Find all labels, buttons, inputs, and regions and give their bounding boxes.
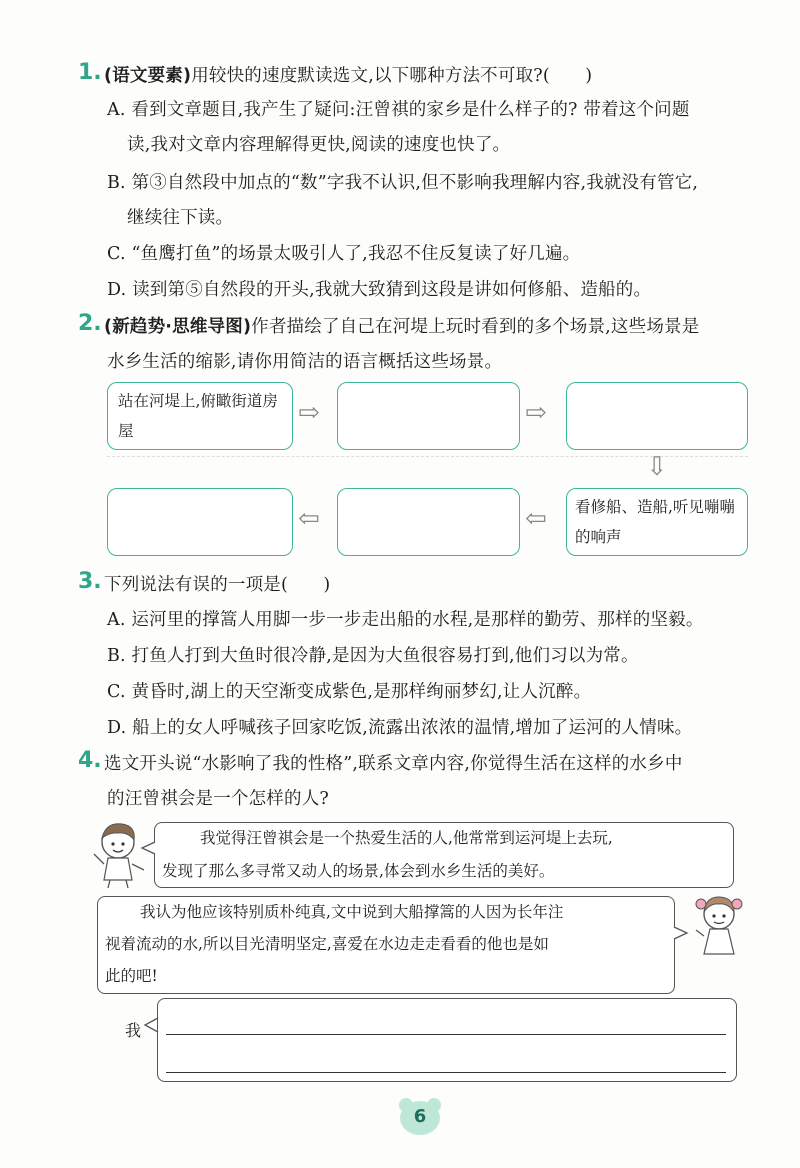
q1-option-a-line2: 读,我对文章内容理解得更快,阅读的速度也快了。 [127, 135, 511, 155]
bubble-2-line-2: 视着流动的水,所以目光清明坚定,喜爱在水边走走看看的他也是如 [105, 935, 549, 953]
q4-stem-line1: 选文开头说“水影响了我的性格”,联系文章内容,你觉得生活在这样的水乡中 [104, 754, 683, 774]
arrow-right-2: ⇨ [525, 398, 547, 428]
q3-number: 3. [78, 569, 102, 594]
bubble-1-line-1: 我觉得汪曾祺会是一个热爱生活的人,他常常到运河堤上去玩, [200, 829, 613, 847]
q1-stem-text: 用较快的速度默读选文,以下哪种方法不可取?( ) [191, 66, 593, 86]
arrow-right-1: ⇨ [298, 398, 320, 428]
arrow-left-2: ⇦ [525, 504, 547, 534]
mindmap-box-6 [566, 488, 748, 556]
mindmap-box-3-answer[interactable] [566, 382, 748, 450]
q1-option-d: D. 读到第⑤自然段的开头,我就大致猜到这段是讲如何修船、造船的。 [107, 280, 652, 300]
bubble-1-tail [140, 840, 156, 856]
q3-stem: 下列说法有误的一项是( ) [104, 575, 331, 595]
mindmap-box-1 [107, 382, 293, 450]
bubble-1-line-2: 发现了那么多寻常又动人的场景,体会到水乡生活的美好。 [162, 862, 555, 880]
q1-tag: (语文要素) [104, 66, 192, 86]
answer-label: 我 [125, 1021, 142, 1040]
bubble-2-tail [673, 925, 689, 941]
q1-option-b-line2: 继续往下读。 [127, 208, 234, 228]
q4-number: 4. [78, 748, 102, 773]
q1-option-c: C. “鱼鹰打鱼”的场景太吸引人了,我忍不住反复读了好几遍。 [107, 244, 581, 264]
mindmap-box-2-answer[interactable] [337, 382, 520, 450]
q3-option-c: C. 黄昏时,湖上的天空渐变成紫色,是那样绚丽梦幻,让人沉醉。 [107, 682, 592, 702]
q1-number: 1. [78, 60, 102, 85]
bubble-2-line-1: 我认为他应该特别质朴纯真,文中说到大船撑篙的人因为长年注 [140, 903, 564, 921]
mindmap-box-4-answer[interactable] [337, 488, 520, 556]
arrow-left-1: ⇦ [298, 504, 320, 534]
q2-stem-line2: 水乡生活的缩影,请你用简洁的语言概括这些场景。 [107, 352, 503, 372]
answer-line-2[interactable] [166, 1072, 726, 1073]
q2-tag: (新趋势·思维导图) [104, 317, 252, 337]
q4-stem-line2: 的汪曾祺会是一个怎样的人? [107, 789, 329, 809]
mindmap-box-5-answer[interactable] [107, 488, 293, 556]
q2-stem-text: 作者描绘了自己在河堤上玩时看到的多个场景,这些场景是 [251, 317, 700, 337]
page-number: 6 [413, 1106, 427, 1127]
q1-stem [104, 62, 592, 87]
answer-bubble [157, 998, 737, 1082]
q3-option-b: B. 打鱼人打到大鱼时很冷静,是因为大鱼很容易打到,他们习以为常。 [107, 646, 639, 666]
answer-line-1[interactable] [166, 1034, 726, 1035]
q1-option-b-line1: B. 第③自然段中加点的“数”字我不认识,但不影响我理解内容,我就没有管它, [107, 173, 699, 193]
q3-option-a: A. 运河里的撑篙人用脚一步一步走出船的水程,是那样的勤劳、那样的坚毅。 [107, 610, 704, 630]
girl-avatar-icon [688, 890, 750, 962]
q2-number: 2. [78, 311, 102, 336]
q3-option-d: D. 船上的女人呼喊孩子回家吃饭,流露出浓浓的温情,增加了运河的人情味。 [107, 718, 693, 738]
q1-option-a-line1: A. 看到文章题目,我产生了疑问:汪曾祺的家乡是什么样子的? 带着这个问题 [107, 100, 690, 120]
mindmap-box-6-text: 看修船、造船,听见嘣嘣的响声 [575, 498, 735, 546]
bubble-2-line-3: 此的吧! [105, 967, 158, 985]
arrow-down: ⇩ [646, 452, 668, 482]
q2-stem-line1 [104, 313, 699, 338]
mindmap-box-1-text: 站在河堤上,俯瞰街道房屋 [118, 392, 278, 440]
